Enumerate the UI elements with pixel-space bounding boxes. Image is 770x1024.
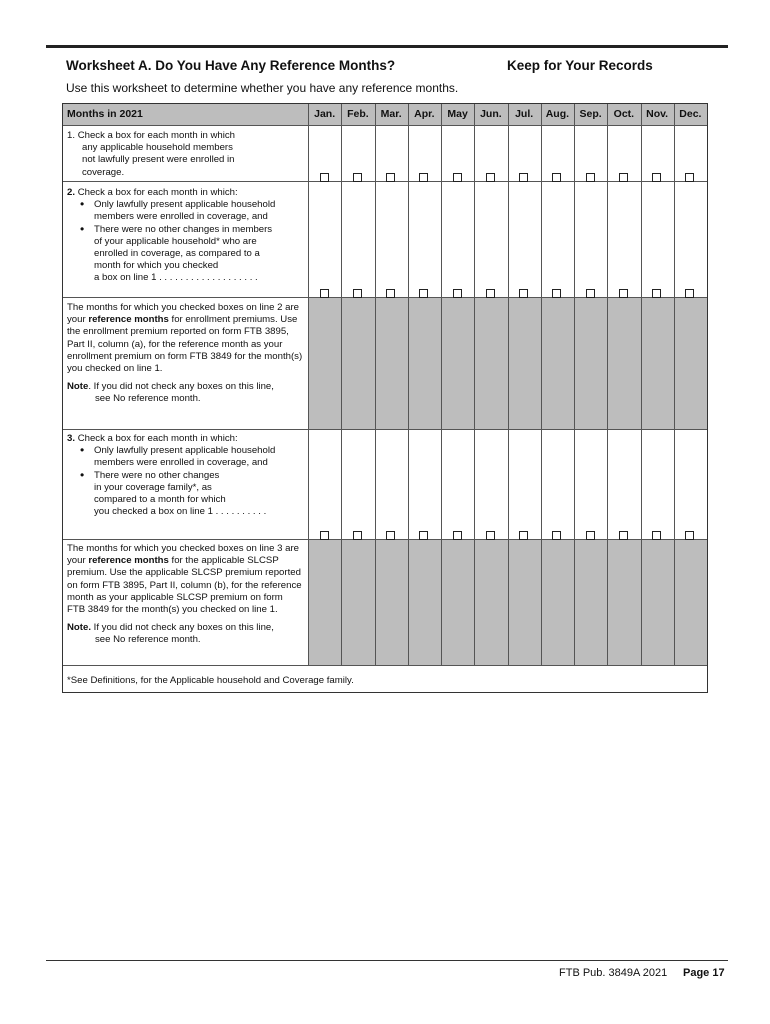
bottom-rule <box>46 960 728 961</box>
month-header: Jan. <box>314 108 336 120</box>
line3-result-text: The months for which you checked boxes on line 3 are your reference months for the applicable SLCSP premium. Use the applicable SLCSP premium reported on form FTB 3895, Part II, column (b), for the reference month as your applicable SLCSP premium on form FTB 3849 for the month(s) you checked on line 1. Note. If you did not check any boxes on this line, see No reference month. <box>67 543 302 646</box>
line2-number: 2. <box>67 187 76 198</box>
months-header-label: Months in 2021 <box>67 108 143 120</box>
month-header: Oct. <box>613 108 635 120</box>
line3-checkbox[interactable] <box>652 531 661 540</box>
month-column-divider <box>441 104 442 665</box>
line2-result-text: The months for which you checked boxes on line 2 are your reference months for enrollment premiums. Use the enrollment premium reported on form FTB 3895, Part II, column (a), for the reference month as your enrollment premium on form FTB 3849 for the month(s) you checked on line 1. Note. If you did not check any boxes on this line, see No reference month. <box>67 302 303 405</box>
month-column-divider <box>574 104 575 665</box>
line1-checkbox[interactable] <box>519 173 528 182</box>
line2-checkbox[interactable] <box>652 289 661 298</box>
row-divider <box>63 181 707 182</box>
line3-checkbox[interactable] <box>453 531 462 540</box>
line1-checkbox[interactable] <box>586 173 595 182</box>
month-header: Mar. <box>380 108 402 120</box>
line2-checkbox[interactable] <box>419 289 428 298</box>
line1-number: 1. <box>67 130 76 141</box>
line2-checkbox[interactable] <box>486 289 495 298</box>
line3-checkbox[interactable] <box>419 531 428 540</box>
line1-checkbox[interactable] <box>619 173 628 182</box>
row-divider <box>63 297 707 298</box>
page-number: Page 17 <box>683 967 725 979</box>
worksheet-title: Worksheet A. Do You Have Any Reference Months? <box>66 58 396 73</box>
row-divider <box>63 665 707 666</box>
line3-checkbox[interactable] <box>552 531 561 540</box>
line2-checkbox[interactable] <box>453 289 462 298</box>
line3-number: 3. <box>67 433 76 444</box>
month-column-divider <box>408 104 409 665</box>
month-header: Nov. <box>646 108 669 120</box>
line1-checkbox[interactable] <box>652 173 661 182</box>
month-column-divider <box>674 104 675 665</box>
line3-checkbox[interactable] <box>320 531 329 540</box>
month-header: Jul. <box>515 108 534 120</box>
top-rule <box>46 45 728 48</box>
line1-text: 1. Check a box for each month in which any applicable household members not lawfully present were enrolled in coverage. <box>67 130 236 178</box>
line2-checkbox[interactable] <box>685 289 694 298</box>
line1-checkbox[interactable] <box>353 173 362 182</box>
line1-checkbox[interactable] <box>453 173 462 182</box>
row-divider <box>63 539 707 540</box>
line3-text: 3. Check a box for each month in which: • Only lawfully present applicable household members were enrolled in coverage, and • There were no other changes in your coverage family*, as compared to a month for which you checked a box on line 1 . . . . . . . . . . <box>67 433 305 518</box>
month-header: Aug. <box>545 108 570 120</box>
line3-checkbox[interactable] <box>486 531 495 540</box>
month-column-divider <box>474 104 475 665</box>
month-header: May <box>447 108 468 120</box>
line1-checkbox[interactable] <box>320 173 329 182</box>
line3-checkbox[interactable] <box>353 531 362 540</box>
month-column-divider <box>508 104 509 665</box>
line2-text: 2. Check a box for each month in which: • Only lawfully present applicable household members were enrolled in coverage, and • There were no other changes in members of your applicable household* who are enrolled in coverage, as compared to a month for which you checked a box on line 1 . . . . . . . . . . . . . . . . . . . <box>67 187 305 285</box>
month-column-divider <box>375 104 376 665</box>
line3-checkbox[interactable] <box>685 531 694 540</box>
label-column-divider <box>308 104 309 665</box>
line1-checkbox[interactable] <box>419 173 428 182</box>
month-header: Jun. <box>480 108 502 120</box>
line3-checkbox[interactable] <box>519 531 528 540</box>
line2-checkbox[interactable] <box>353 289 362 298</box>
line2-checkbox[interactable] <box>619 289 628 298</box>
publication-label: FTB Pub. 3849A 2021 <box>559 967 668 979</box>
keep-for-records: Keep for Your Records <box>507 58 653 73</box>
month-column-divider <box>341 104 342 665</box>
row-divider <box>63 125 707 126</box>
line2-checkbox[interactable] <box>586 289 595 298</box>
line2-checkbox[interactable] <box>386 289 395 298</box>
month-header: Sep. <box>579 108 602 120</box>
definitions-footnote: *See Definitions, for the Applicable household and Coverage family. <box>67 675 354 686</box>
line1-checkbox[interactable] <box>386 173 395 182</box>
month-column-divider <box>541 104 542 665</box>
month-header: Apr. <box>414 108 435 120</box>
line3-checkbox[interactable] <box>386 531 395 540</box>
line3-checkbox[interactable] <box>619 531 628 540</box>
line2-checkbox[interactable] <box>519 289 528 298</box>
worksheet-intro: Use this worksheet to determine whether you have any reference months. <box>66 81 459 95</box>
line1-checkbox[interactable] <box>685 173 694 182</box>
month-header: Dec. <box>679 108 702 120</box>
line3-checkbox[interactable] <box>586 531 595 540</box>
line2-checkbox[interactable] <box>552 289 561 298</box>
month-column-divider <box>641 104 642 665</box>
worksheet-table <box>62 103 708 693</box>
month-column-divider <box>607 104 608 665</box>
month-header: Feb. <box>347 108 369 120</box>
line2-checkbox[interactable] <box>320 289 329 298</box>
row-divider <box>63 429 707 430</box>
line1-checkbox[interactable] <box>486 173 495 182</box>
line1-checkbox[interactable] <box>552 173 561 182</box>
